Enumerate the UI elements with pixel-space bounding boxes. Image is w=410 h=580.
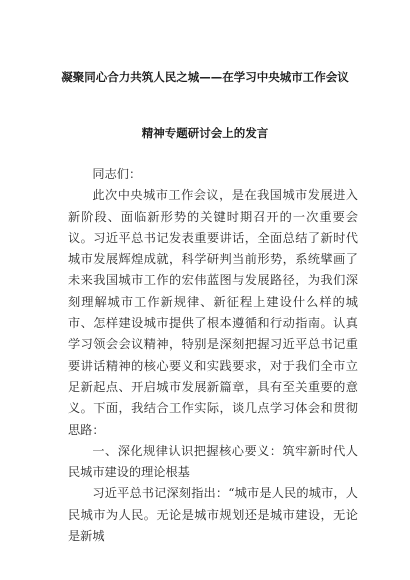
document-title-line-1: 凝聚同心合力共筑人民之城——在学习中央城市工作会议 — [61, 70, 349, 84]
body-paragraph-1: 此次中央城市工作会议，是在我国城市发展进入新阶段、面临新形势的关键时期召开的一次重要会议。习近平总书记发表重要讲话，全面总结了新时代城市发展辉煌成就，科学研判当前形势，系统擘画了未来我国城市工作的宏伟蓝图与发展路径，为我们深刻理解城市工作新规律、新征程上建设什么样的城市、怎样建设城市提供了根本遵循和行动指南。认真学习领会会议精神，特别是深刻把握习近平总书记重要讲话精神的核心要义和实践要求，对于我们全市立足新起点、开启城市发展新篇章，具有至关重要的意义。下面，我结合工作实际，谈几点学习体会和贯彻思路： — [68, 188, 358, 437]
salutation: 同志们： — [92, 167, 142, 181]
body-paragraph-2: 习近平总书记深刻指出：“城市是人民的城市，人民城市为人民。无论是城市规划还是城市建设，无论是新城 — [68, 486, 358, 544]
document-title-line-2: 精神专题研讨会上的发言 — [141, 126, 269, 140]
section-heading-1: 一、深化规律认识把握核心要义：筑牢新时代人民城市建设的理论根基 — [68, 443, 358, 480]
document-body — [68, 164, 358, 547]
